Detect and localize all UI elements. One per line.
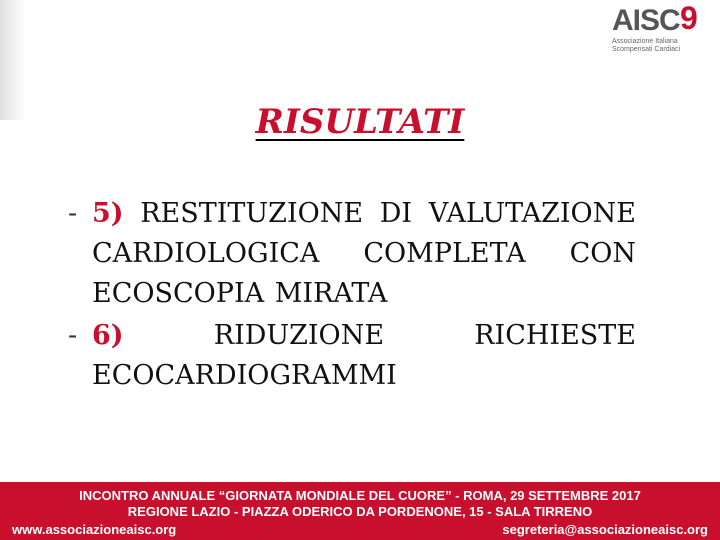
footer-venue-line: REGIONE LAZIO - PIAZZA ODERICO DA PORDENONE, 15 - SALA TIRRENO — [127, 504, 593, 519]
logo-number: 9 — [680, 0, 698, 36]
logo-tagline: Associazione Italiana Scompensati Cardiaci — [612, 38, 681, 53]
aisc-logo — [606, 0, 716, 58]
footer-event-line: INCONTRO ANNUALE “GIORNATA MONDIALE DEL CUORE” - ROMA, 29 SETTEMBRE 2017 — [79, 488, 641, 503]
results-list — [60, 194, 636, 398]
item-number: 6) — [92, 320, 124, 351]
logo-acronym: AISC — [612, 4, 680, 37]
slide-title: RISULTATI — [255, 102, 465, 142]
bullet-dash: - — [68, 198, 78, 229]
item-number: 5) — [92, 198, 124, 229]
item-text: RESTITUZIONE DI VALUTAZIONE CARDIOLOGICA COMPLETA CON ECOSCOPIA MIRATA — [92, 198, 636, 309]
footer-website-link[interactable]: www.associazioneaisc.org — [12, 522, 177, 537]
footer-email-link[interactable]: segreteria@associazioneaisc.org — [502, 522, 708, 537]
item-text: RIDUZIONE RICHIESTE ECOCARDIOGRAMMI — [92, 320, 636, 391]
footer-banner — [0, 482, 720, 540]
list-item — [60, 194, 636, 314]
bullet-dash: - — [68, 320, 78, 351]
list-item — [60, 316, 636, 396]
